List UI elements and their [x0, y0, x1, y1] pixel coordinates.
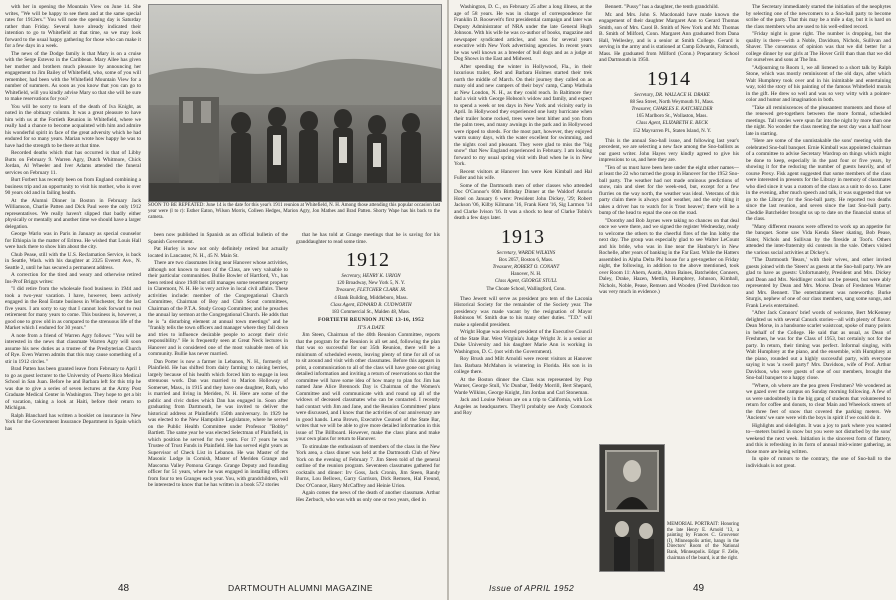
article-paragraph: George Warlo was in Paris in January as special counselor for Ethiopia in the matter of Eritrea. He wished that Louis Hall were back there to show him about the city.	[5, 231, 141, 250]
article-paragraph: Ralph Blanchard has written a booklet on insurance in New York for the Government Insurance Department in Spain which has	[5, 412, 141, 432]
class-officer-line: Treasurer, FLETCHER CLARK JR.	[335, 288, 407, 294]
page-number-right: 49	[693, 583, 705, 594]
memorial-portrait-photo	[599, 444, 665, 572]
class-1914-heading: 1914	[647, 67, 691, 90]
magazine-title: DARTMOUTH ALUMNI MAGAZINE	[228, 583, 373, 593]
right-column-2-top	[599, 4, 739, 64]
article-paragraph: Bennett. "Pussy" has a daughter, the tenth grandchild.	[605, 4, 719, 10]
article-paragraph: Wright Hogue was elected president of the Executive Council of the State Bar. West Virginia's Judge Wright Jr. is a senior at Duke University and his daughter Marie Ann is working in Washington, D. C. (not with the Government).	[454, 329, 592, 355]
article-paragraph: In spite of rumors to the contrary, the one of Sno-ball to the individuals is not great.	[746, 456, 891, 469]
article-paragraph: Burt Forbert has recently been on from England combining a business trip and an opportunity to visit his mother, who is over 90 years old and in failing health.	[5, 177, 141, 196]
article-paragraph: with her in opening the Mountain View on June 14. She writes, "We will be happy to see them and at the same special rates for 1912ers." You will note the opening day is Saturday rather than Friday. Several have already indicated their intention to go to Whitefield at that time, so we may look forward to the usual happy gathering for those who can make it for a few days in a week.	[5, 4, 141, 49]
right-column-1-bottom	[454, 296, 592, 417]
class-officer-line: 152 Mayvarren Pl., Staten Island, N. Y.	[632, 128, 712, 134]
article-paragraph: been now published in Spanish as an official bulletin of the Spanish Government.	[148, 232, 288, 245]
class-1912-heading: 1912	[346, 249, 390, 271]
article-paragraph: "Adjourning to Room 1, we all listened to a short talk by Ralph Stone, which was mostly reminiscent of the old days, after which Walt Humphrey took over and in his inimitable and entertaining way, told the story of his painting of the famous Whitefield murals in the gift. He drew so well and was so very witty with a pointer-color and humor and imagination in both.	[746, 64, 891, 103]
right-page	[449, 0, 896, 600]
right-column-1-top	[454, 4, 592, 222]
article-paragraph: Theo Jewett will serve as president pro tem of the Laconia Historical Society for the remainder of the Society year. The presidency was made vacant by the resignation of Mayor Robinson W. Smith due to his many other duties. "T.D." will make a splendid president.	[454, 295, 592, 328]
left-column-3-body	[296, 332, 440, 503]
class-officer-line: 165 Marlboro St., Wollaston, Mass.	[636, 114, 708, 120]
reunion-tagline: IT'S A DATE	[357, 324, 385, 331]
article-paragraph: A correction for the tired and weary and otherwise retired Ins-Prof Briggs writes:	[5, 272, 141, 285]
right-column-2	[599, 4, 739, 440]
class-officer-line: 4 Bank Building, Middleboro, Mass.	[334, 295, 408, 301]
left-footer	[0, 578, 447, 600]
article-paragraph: Highlights and sidelights. It was a joy to park where you wanted to—meters buried in snow but you were not disturbed by the sons' weekend the next week. Initiation is the sincerest form of flattery, and this is refreshing in its form of annual mid-winter gathering, as those more are being written.	[746, 422, 891, 455]
article-paragraph: This is the annual Sno-ball issue, and following last year's precedent, we are selecting a new face among the Sno-ballists as our guest writer. John Hayes very kindly agreed to give his impressions to us, and here they are.	[599, 137, 739, 164]
article-paragraph: "Where, oh where are the pea green Freshmen? We wondered as we gazed over the campus on Sunday morning following. A few of us were undoubtedly in the big gang of students that volunteered to return for coffee and donuts, to clear Main and Wheelock streets of the three feet of snow that covered the parking meters. We 'Ancients' we sure were with the boys in spirit if we could do it.	[746, 382, 891, 421]
class-officer-line: Class Agent, EDWARD B. CUDWORTH	[330, 302, 412, 308]
article-paragraph: Jim Steen, Chairman of the 40th Reunion Committee, reports that the program for the Reunion is all set and, following the plan that was so successful for our 35th Reunion, there will be a minimum of scheduled events, leaving plenty of time for all of us to sit around and visit with other classmates. Before this appears in print, a communication to all of the class will have gone out giving detailed information and inviting a return of reservations so that the committee will have some idea of how many to plan for. Jim has named Jane Alice Brennock Day is Chairman of the Women's Committee and will communicate with and round up all of the widows of deceased classmates who can be contacted. I recently had contact with Jim and Jane, and the Reunion Committees' plans were discussed, and I know that the activities of our anniversary are in good hands. Lena Brown, Executive Counsel of the State Bar, writes that we will be able to give more detailed information in this issue of The Billboard. However, make the class plans and make your own plans for return to Hanover.	[296, 332, 440, 443]
right-column-1	[454, 4, 592, 572]
right-column-2-body	[599, 138, 739, 296]
class-officer-line: Box 2057, Boston 6, Mass.	[498, 257, 554, 263]
article-paragraph: Some of the Dartmouth men of other classes who attended Doc O'Connor's 60th Birthday Dinner at the Waldorf Astoria Hotel on January 6 were: President John Dickey, '29; Robert Jackson '06, Kilby Kilmann '16, Frank Kent '16, Sig Larmon '14 and Clarke Ivison '16. It was a shock to hear of Clarke Tobin's death a few days later.	[454, 182, 592, 221]
reunion-photo-caption: SOON TO BE REPEATED: June 14 is the date for this year's 1911 reunion at Whitefield, N. H. Among those attending this popular occasion last year were (l to r): Esther Eaton, Wilson Morris, Colleen Hedges, Marion Agry, Jon Mathes and Brad Patten. Shorty Wape has his back to the camera.	[148, 203, 440, 220]
class-officer-line: Secretary, HENRY K. URION	[341, 274, 401, 279]
reunion-announcement: FORTIETH REUNION JUNE 13-16, 1952	[317, 317, 425, 324]
article-paragraph: "Here are some of the unmistakable the sons' meeting with the celebrated Sno-ball banquet. Ernie Kimball was appointed chairman of a committee to advise Secretary Wardrop on things which might be done to keep, especially in the past four or five years, by showing it for the reducing the number of guests heavily, and of course Prexy. Fisk agent suggested that some members of the class were interested in presents for the Library in memory of classmates who died since it was a custom of the class as a unit to do so. Later in the evening, after much speech and talk, it was suggested that we go to the Library for the Sno-ball party. He reported two deaths since the last reunion, and seven since the last Sno-ball party. Cheddie Batchelder brought us up to date on the financial status of the class.	[746, 138, 891, 222]
article-paragraph: "I did retire from the wholesale food business in 1944 and took a two-year vacation. I have, however, been actively engaged in the Real Estate business in Winchester, for the last five years. I am sorry to say that I cannot look forward to real retirement for many years to come. This business is, however, a good one to grow old in as compared to the strenuous life of the Market which I endured for 30 years."	[5, 286, 141, 331]
article-paragraph: At the Boston dinner the Class was represented by Pop Warner, George Stull, Vic Dunbar, Teddy Morrill, Bert Shepard, Warde Wilkins, George Knight, Jim Jordan and Carl Stoneman.	[454, 376, 592, 396]
reunion-photo-image	[149, 5, 441, 201]
right-column-3	[746, 4, 891, 572]
article-paragraph: Dan Porter is now a farmer in Lebanon, N. H., formerly of Plainfield. He has shifted from dairy farming to raising berries, largely because of his health which forced him to engage in less strenuous work. Dan was married to Marion Holloway of Somerset, Mass., in 1915 and they have one daughter, Ruth, who is married and living in Meriden, N. H. Here are some of the public and civic duties which Dan has engaged in. Soon after graduating from Dartmouth, he was invited to deliver the historical address at Plainfield's 150th anniversary. In 1929 he was elected to the New Hampshire Legislature, where he served on the Public Health Committee under Professor "Bobby" Bartlett. The same year he was elected Selectman of Plainfield, in which position he served for two years. For 17 years he was Trustee of Trust Funds in Plainfield. He has served eight years as Supervisor of Check List in Lebanon. He was Master of the Masonic Lodge in Cornish, Master of Meriden Grange and Mascoma Valley Pomona Grange. Grange Deputy and founding officer for 51 years, where he was engaged in installing officers from four to ten Granges each year. You, with grandchildren, will be interested to know that he has written in a book 572 stories	[148, 358, 288, 488]
class-officer-line: Class Agent, ELIZABETH E. BECK	[636, 121, 708, 127]
class-officer-line: 88 Sea Street, North Weymouth 91, Mass.	[629, 99, 715, 105]
article-paragraph: Again comes the news of the death of another classmate. Arthur Hes Zerbuch, who was with us only one or two years, died in	[296, 490, 440, 503]
article-paragraph: Roy Brush and Milt Arnoldi were recent visitors at Hanover Inn. Barbara McMahon is wintering in Florida. His son is in college there.	[454, 356, 592, 376]
reunion-photo	[148, 4, 442, 202]
article-paragraph: You will be sorry to learn of the death of Iva Knight, as noted in the obituary column. It was a great pleasure to have him with us at the Fortieth Reunion in Whitefield, where we really had a chance to become acquainted with him and admire his wonderful spirit in face of the great adversity which he had endured for so many years. Marian wrote how happy he was to have had the strength to be there at that time.	[5, 103, 141, 149]
class-officer-line: Treasurer, ROBERT O. CONANT	[492, 264, 560, 270]
left-column-1	[5, 4, 141, 572]
article-paragraph: The news of the Dodge family is that Mary is on a cruise with the Serge Estevez in the Caribbean. Mary Allee has given her mother and brothers much pleasure by announcing her engagement to Jim Bailey of Whitefield, who, some of you will remember, had been with the Whitefield Mountain View for a number of summers. As soon as you know that you can go to Whitefield, will you kindly advise Mary so that she will be sure to make reservations for you?	[5, 50, 141, 102]
class-officer-line: Treasurer, CHARLES E. KATCHELDER	[631, 106, 713, 112]
article-paragraph: After spending the winter in Hollywood, Fla., in their luxurious trailer, Red and Barbara Holmes started their trek north the middle of March. On their journey they called on as many old and new campers of their boys' camp, Camp Wathula at New London, N. H., as they could reach. In Baltimore they had a visit with George Hobson's widow and family, and expect to spend a week or ten days in New York and vicinity early in April. In Hollywood they experienced one lusty hurricane when their trailer home rocked, trees were bent hither and yon from the palm trees, and many awnings in the park and in Hollywood were ripped to shreds. For the most part, however, they enjoyed warm sunny days, with the water excellent for swimming, and the nights cool and pleasant. They were glad to miss the "big snow" that New England experienced in February. I am looking forward to my usual spring visit with Bud when he is in New York.	[454, 63, 592, 167]
article-paragraph: "The Dartmouth 'Bears,' with their wives, and other invited guests joined with the 'Steers' as guests at the Sno-ball party. We are glad to have as guests: Unfortunately, President and Mrs. Dickey and Dean and Mrs. Neidlinger could not be present, but were ably represented by Dean and Mrs. Morse. Dean of Freshmen Warner and Mrs. Bennett. The entertainment was noteworthy. Burke Sturgis, nephew of one of our class members, sang some songs, and Frank Lewis entertained.	[746, 257, 891, 309]
left-column-2	[148, 232, 288, 572]
memorial-portrait-caption: MEMORIAL PORTRAIT: Honoring the late Henry E. Arnold '13, a painting by Frances C. Grosvenor (I), Minneapolis artist, hangs in the Directors' Room of the National Bank, Minneapolis. Edgar F. Zelle, chairman of the board, is at the right.	[667, 522, 739, 561]
class-officer-line: 183 Commercial St., Malden 48, Mass.	[331, 310, 411, 316]
class-1912-officers	[296, 274, 440, 316]
class-officer-line: Hanover, N. H.	[510, 272, 542, 278]
class-1914-officers	[599, 93, 739, 135]
class-officer-line: Secretary, WARDE WILKINS	[496, 250, 556, 256]
class-1913-officers	[454, 251, 592, 293]
class-officer-line: Secretary, DR. WALLACE H. DRAKE	[634, 92, 710, 98]
article-paragraph: "Dorothy and Bob Jaynes were taking no chances on that deal once we were there, and we signed the register Wednesday, ready to welcome the others to the cheerful fires of the Inn lobby the next day. The group was especially glad to see Walter LeCount and his bride, who was in line near the Hanbury's in New Rochelle, after years of banking in the Far East. While the Hatters assembled in Alpha Delta Phi house for a get-together on Friday night, the following, in addition to the above mentioned, took over Room 11: Ahern, Austin, Alton Baines, Batchelder, Conners, Daley, Drake, Hazen, Mettlin, Humphrey, Johnson, Kimball, Nichols, Noble, Pease, Remsen and Wooden (Fred Davidson too was very much in evidence.)	[599, 217, 739, 296]
class-officer-line: Class Agent, GEORGE STULL	[494, 279, 558, 285]
issue-date: Issue of APRIL 1952	[489, 583, 575, 593]
left-column-3	[296, 232, 440, 572]
article-paragraph: There are two classmates living near Hanover whose activities, although not known to most of the Class, are very valuable to their particular communities. Bullie Bowler of Hartford, Vt., has been retired since 1948 but still manages some tenement property in Claremont, N. H. He is very active in local civil affairs. These activities include: member of the Congregational Church Committee, Chairman of Boy and Club Scout committees, Chairman of the P.T.A. Study Group Committee; and he preaches the annual lay sermon at the Congregational Church. He adds that he is "a disturbing element at annual town meetings" and he "frankly tells the town officers and manager where they fall down and tries to influence desirable people to accept their civic responsibility." He is frequently seen at Great Neck lectures in Hanover and is considered one of the most valuable men of his community. Bullie has never married.	[148, 260, 288, 357]
article-paragraph: Recorded deaths which that has occurred is that of Libby Butts on February 9. Warren Agry, Dutch Whitmore, Chick Jordan, Al Wheeler and Iver Adams attended the funeral services on February 11.	[5, 150, 141, 176]
class-1913-heading: 1913	[501, 225, 545, 248]
article-paragraph: "Take all reminiscences of the pleasantest moments and those of the renewed get-togethers between the more formal, scheduled meetings. Tall stories were spun far into the night by more than one the night. No wonder the class meeting the next day was a half hour late in starting.	[746, 104, 891, 137]
article-paragraph: The Secretary immediately started the initiation of the neophytes by selecting one of the newcomers to a Sno-ball party to become scribe of the party. That this may be a mile a day, but it is hard on the class members who are used to his well-edited record.	[746, 4, 891, 30]
article-paragraph: To stimulate the enthusiasm of members of the class in the New York area, a class dinner was held at the Dartmouth Club of New York on the evening of February 7. Jim Steen told of the general outline of the reunion program. Seventeen classmates gathered for cocktails and dinner: Irv Goss, Jack Cronin, Jim Steen, Randy Burns, Lou Bellows, Garry Garrison, Dick Remsen, Hal Freund, Doc O'Connor, Harry McCaffrey and Heinie Urion.	[296, 443, 440, 489]
article-paragraph: Brad Patten has been granted leave from February to April 1 to go as guest lecturer to the University of Puerto Rico Medical School in San Juan. Before he and Barbara left for this trip he was due to give a series of seven lectures at the Army Post Graduate Medical Center in Washington. They hope to get a bit of vacation, taking a look at Haiti, before their return to Michigan.	[5, 366, 141, 411]
left-column-3-top	[296, 232, 440, 245]
article-paragraph: that he has told at Grange meetings that he is saving for his granddaughter to read some time.	[296, 232, 440, 245]
article-paragraph: At the Alumni Dinner in Boston in February Jack Williamson, Charlie Patten and Dick Paul were the only 1912 representatives. We really haven't slipped that badly either physically or mentally and another time we should have a larger delegation.	[5, 197, 141, 230]
article-paragraph: Jack and Louise Nelson are on a trip to California, with Los Angeles as headquarters. They'll probably see Andy Comstock and Roy	[454, 397, 592, 417]
article-paragraph: A note from a friend of Warren Agry follows: "You will be interested in the news that classmate Warren Agry will soon assume his new duties as a trustee of the Presbyterian Church of Rye. Even Warren admits that this may cause something of a stir in 1912 circles."	[5, 332, 141, 365]
memorial-portrait-image	[600, 445, 664, 571]
article-paragraph: Chub Pease, still with the U.S. Reclamation Service, is back in Seattle, Wash. with his daughter at 2325 Everett Ave., N. Seattle 2, until he has secured a permanent address.	[5, 251, 141, 271]
right-footer	[449, 578, 896, 600]
article-paragraph: "Many different reasons were offered to work up an appetite for the banquet. Some saw Vida Kenda Sheer skating, Bob Pease, Slater, Nichols and Sullivan by the fireside at Toot's. Others attended the inter-fraternity ski contests in the vale. Others visited the various social activities at Dickey's.	[746, 223, 891, 256]
article-paragraph: "Ten of us must have been here under the eight other names—at least the 22 who turned the group in Hanover for the 1952 Sno-ball party. The weather had not made ominous predictions of snow, rain and sleet for the week-end, but, except for a few flurries on the way north, the weather was ideal. Veterans of this party claim there is always good weather, and the only thing it takes a driver has to watch for is 'frost heaves'; there will be a bump of the head to equal the one on the road.	[599, 164, 739, 217]
page-number-left: 48	[118, 583, 130, 594]
article-paragraph: Pat Hurley is now not only definitely retired but actually located in Lancaster, N. H., 45 N. Main St.	[148, 246, 288, 259]
article-paragraph: "Friday night is gone right. The number is dropping, but the quality is there—with a Noble, Davidson, Nichols, Sullivan and Shaver. The consensus of opinion was that we did better for a college dinner by our girls at The Hover Grill than than that we did for ourselves and sons at The Inn.	[746, 31, 891, 63]
left-page	[0, 0, 447, 600]
class-officer-line: The Choate School, Wallingford, Conn.	[486, 286, 566, 292]
article-paragraph: Recent visitors at Hanover Inn were Ken Kimball and Hal Fuller and his wife.	[454, 168, 592, 181]
article-paragraph: Washington, D. C., on February 25 after a long illness, at the age of 58 years. He was in charge of correspondence for Franklin D. Roosevelt's first presidential campaign and later was Deputy Administrator of NRA under the late General Hugh Johnson. With his wife he was co-author of books, magazine and newspaper syndicated articles, and was for several years executive with New York advertising agencies. In recent years he was well known as a breeder of bull dogs and as a judge at Dog Shows in the East and Midwest.	[454, 4, 592, 62]
article-paragraph: Mr. and Mrs. John S. Macdonald have made known the engagement of their daughter Margaret Ann to Gerard Thomas Smith, son of Mrs. Carol B. Smith of New York and Mr. Thomas B. Smith of Milford, Conn. Margaret Ann graduated from Dana Hall, Wellesley, and is a senior at Smith College. Gerard is serving in the army and is stationed at Camp Edwards, Falmouth, Mass. He graduated from Milford (Conn.) Preparatory School and Dartmouth in 1950.	[599, 11, 739, 63]
article-paragraph: "After Jack Connors' brief words of welcome, Bert McKenney delighted us with several Canuck stories—all with plenty of flavor. Dean Morse, in a handsome scarlet waistcoat, spoke of many points in behalf of the College. He said that as usual, as Dean of Freshmen, he was for the Class of 1953, but certainly not for the party. In return, their timing was perfect. Informal singing, with Walt Humphrey at the piano, and the ensemble, with Humphrey at the piano, rounded out a highly successful party, with everyone saying it was 'a swell party!' Mrs. Davidson, wife of Prof. Arthur Davidson, who were guests of one of our members, brought the Sno-ball banquet to a happy close.	[746, 310, 891, 381]
class-officer-line: 120 Broadway, New York 5, N. Y.	[336, 281, 406, 287]
